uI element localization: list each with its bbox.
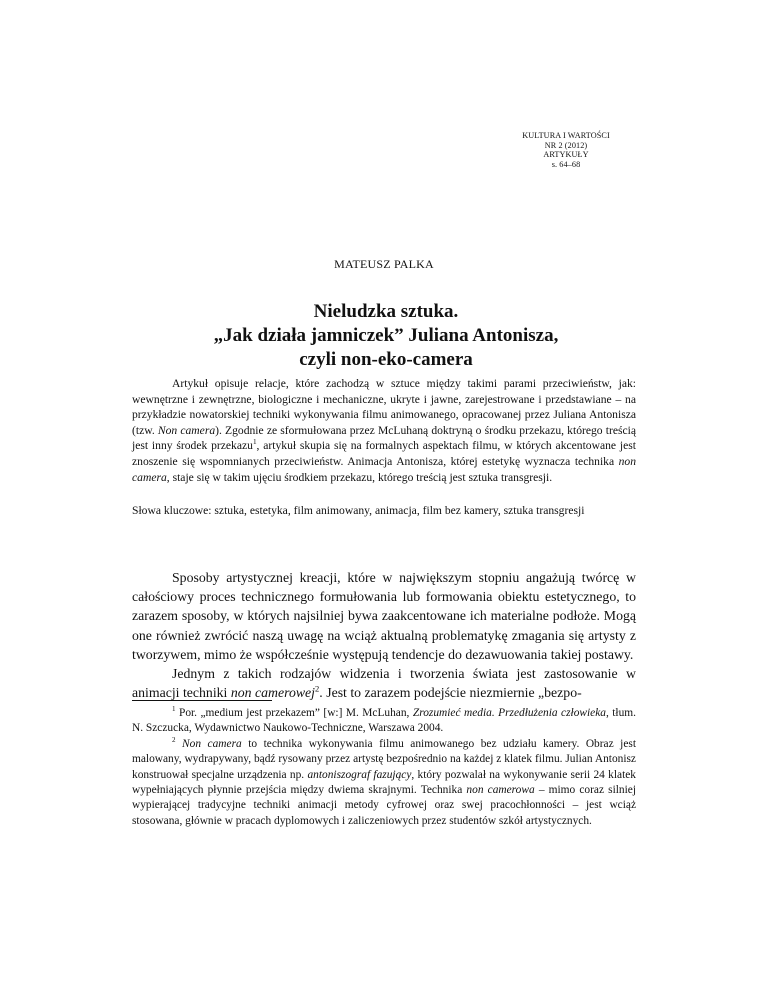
footnote-2 (132, 737, 636, 829)
article-title (150, 300, 622, 372)
footnote-emphasis: Zrozumieć media. Przedłużenia człowieka (412, 707, 606, 719)
abstract (132, 376, 636, 485)
abstract-text: , staje się w takim ujęciu środkiem przekazu, którego treścią jest sztuka transgresji. (166, 470, 553, 484)
footnote-1 (132, 706, 636, 737)
abstract-text: Artykuł opisuje relacje, które zachodzą w sztuce między takimi parami przeciwieństw, jak: wewnętrzne i zewnętrzne, biologiczne i mechaniczne, ukryte i jawne, zarejestrowane i przedstawiane – na przykładzie nowatorskiej techniki wykonywania filmu animowanego, opracowanej przez Juliana Antonisza (tzw. (132, 377, 636, 437)
footnote-ref[interactable]: 1 (252, 438, 257, 447)
journal-name: KULTURA I WARTOŚCI (522, 131, 610, 140)
body-emphasis: non camerowej (230, 685, 316, 701)
footnote-ref[interactable]: 2 (315, 683, 320, 694)
abstract-text: , artykuł skupia się na formalnych aspektach filmu, w których akcentowane jest znoszenie się wspomnianych przeciwieństw. Animacja Antonisza, której estetykę wyznacza technika (132, 439, 636, 468)
footnote-text: – mimo coraz silniej wypierającej tradycyjne techniki animacji metody cyfrowej oraz swej pracochłonności – jest wciąż stosowana, głównie w pracach dyplomowych i zaliczeniowych przez studentów szkół artystycznych. (132, 784, 636, 827)
body-text: . Jest to zarazem podejście niezmiernie „bezpo- (319, 685, 582, 701)
title-line-1: Nieludzka sztuka. (313, 301, 459, 322)
body-paragraph: Sposoby artystycznej kreacji, które w największym stopniu angażują twórcę w całościowy proces technicznego formułowania lub formowania obiektu estetycznego, to zarazem sposoby, w których najsilniej bywa zaakcentowane ich materialne podłoże. Mogą one również zwrócić naszą uwagę na wciąż aktualną problematykę zmagania się artysty z tworzywem, mimo że współcześnie występują tendencje do dezawuowania takiej postawy. (132, 570, 636, 662)
body-text: Jednym z takich rodzajów widzenia i tworzenia świata jest zastosowanie w animacji techniki (132, 666, 636, 701)
abstract-emphasis: Non camera (157, 423, 216, 437)
abstract-text: ). Zgodnie ze sformułowana przez McLuhaną doktryną o środku przekazu, którego treścią jest inny środek przekazu (132, 423, 636, 453)
author-name: MATEUSZ PALKA (334, 257, 434, 271)
journal-issue: NR 2 (2012) (544, 140, 588, 150)
journal-header (500, 131, 632, 169)
footnote-text: Por. „medium jest przekazem” [w:] M. McLuhan, (175, 707, 413, 719)
footnote-number: 1 (172, 705, 176, 714)
footnote-emphasis: antoniszograf fazujący (307, 768, 412, 781)
footnote-divider (132, 700, 272, 701)
footnote-text: , który pozwalał na wykonywanie serii 24 klatek wypełniających płynnie przejścia między dwiema skrajnymi. Technika (132, 768, 636, 797)
body-paragraph (132, 664, 636, 702)
main-body (132, 568, 636, 702)
footnote-number: 2 (172, 736, 176, 745)
footnote-text: to technika wykonywania filmu animowanego bez udziału kamery. Obraz jest malowany, wydrapywany, bądź rysowany przez artystę bezpośrednio na każdej z klatek filmu. Julian Antonisz konstruował specjalne urządzenia np. (132, 737, 636, 781)
abstract-emphasis: non camera (132, 454, 636, 484)
keywords: Słowa kluczowe: sztuka, estetyka, film animowany, animacja, film bez kamery, sztuka transgresji (132, 504, 585, 517)
footnote-emphasis: non camerowa (466, 784, 535, 797)
title-line-3: czyli non-eko-camera (299, 349, 473, 370)
journal-pages: s. 64–68 (551, 159, 581, 169)
title-line-2: „Jak działa jamniczek” Juliana Antonisza, (213, 325, 559, 346)
footnotes (132, 706, 636, 829)
journal-section: ARTYKUŁY (543, 150, 589, 160)
footnote-emphasis: Non camera (182, 737, 242, 750)
footnote-text: , tłum. N. Szczucka, Wydawnictwo Naukowo-Techniczne, Warszawa 2004. (132, 707, 636, 735)
